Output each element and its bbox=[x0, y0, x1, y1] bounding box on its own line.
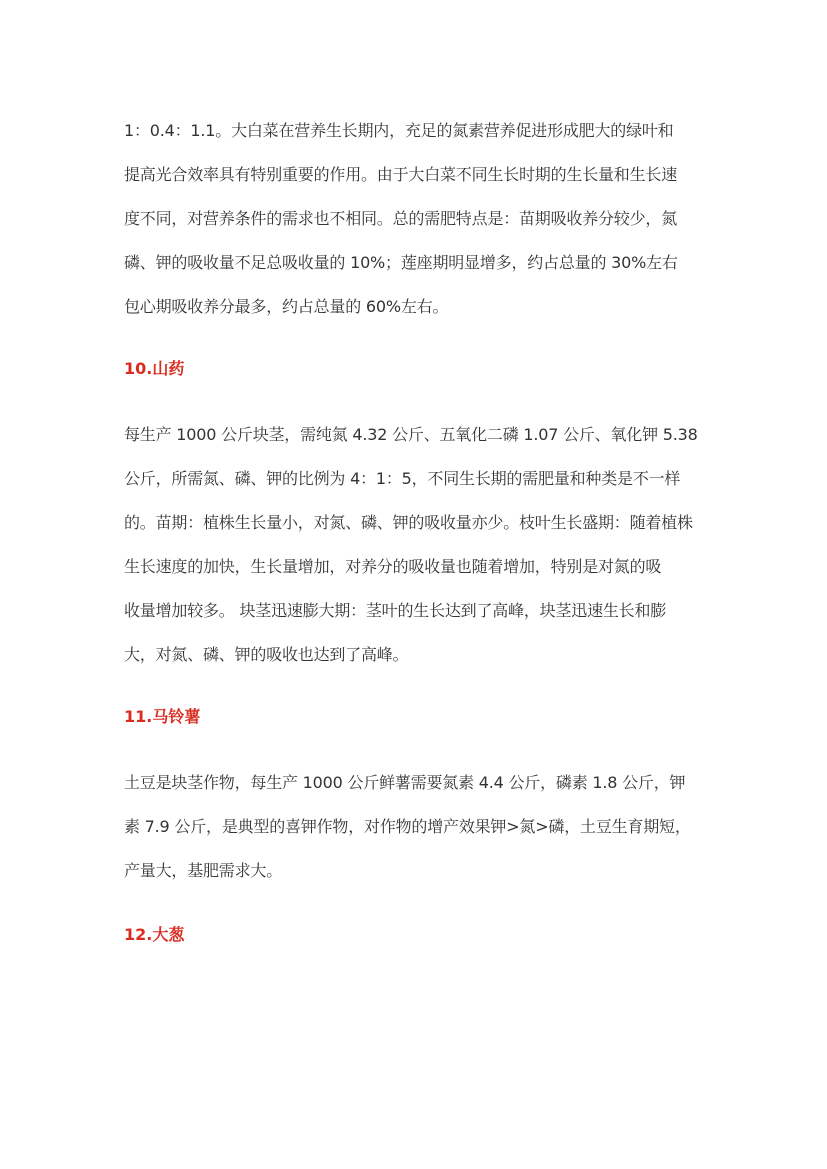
text-line: 收量增加较多。 块茎迅速膨大期：茎叶的生长达到了高峰，块茎迅速生长和膨 bbox=[124, 601, 667, 620]
text-line: 素 7.9 公斤，是典型的喜钾作物，对作物的增产效果钾>氮>磷，土豆生育期短， bbox=[124, 817, 691, 836]
text-line: 产量大，基肥需求大。 bbox=[124, 861, 283, 880]
section-heading-potato: 11.马铃薯 bbox=[124, 707, 201, 726]
text-line: 包心期吸收养分最多，约占总量的 60%左右。 bbox=[124, 297, 449, 316]
text-line: 度不同，对营养条件的需求也不相同。总的需肥特点是：苗期吸收养分较少，氮 bbox=[124, 209, 678, 228]
text-line: 1：0.4：1.1。大白菜在营养生长期内，充足的氮素营养促进形成肥大的绿叶和 bbox=[124, 121, 674, 140]
text-line: 公斤，所需氮、磷、钾的比例为 4：1：5，不同生长期的需肥量和种类是不一样 bbox=[124, 469, 681, 488]
text-line: 磷、钾的吸收量不足总吸收量的 10%；莲座期明显增多，约占总量的 30%左右 bbox=[124, 253, 678, 272]
section-heading-scallion: 12.大葱 bbox=[124, 925, 185, 944]
text-line: 提高光合效率具有特别重要的作用。由于大白菜不同生长时期的生长量和生长速 bbox=[124, 165, 678, 184]
text-line: 大，对氮、磷、钾的吸收也达到了高峰。 bbox=[124, 645, 409, 664]
text-line: 每生产 1000 公斤块茎，需纯氮 4.32 公斤、五氧化二磷 1.07 公斤、氧化钾 5.38 bbox=[124, 425, 698, 444]
text-line: 土豆是块茎作物，每生产 1000 公斤鲜薯需要氮素 4.4 公斤，磷素 1.8 公斤，钾 bbox=[124, 773, 686, 792]
text-line: 生长速度的加快，生长量增加，对养分的吸收量也随着增加，特别是对氮的吸 bbox=[124, 557, 662, 576]
text-line: 的。苗期：植株生长量小，对氮、磷、钾的吸收量亦少。枝叶生长盛期：随着植株 bbox=[124, 513, 693, 532]
section-heading-yam: 10.山药 bbox=[124, 359, 185, 378]
